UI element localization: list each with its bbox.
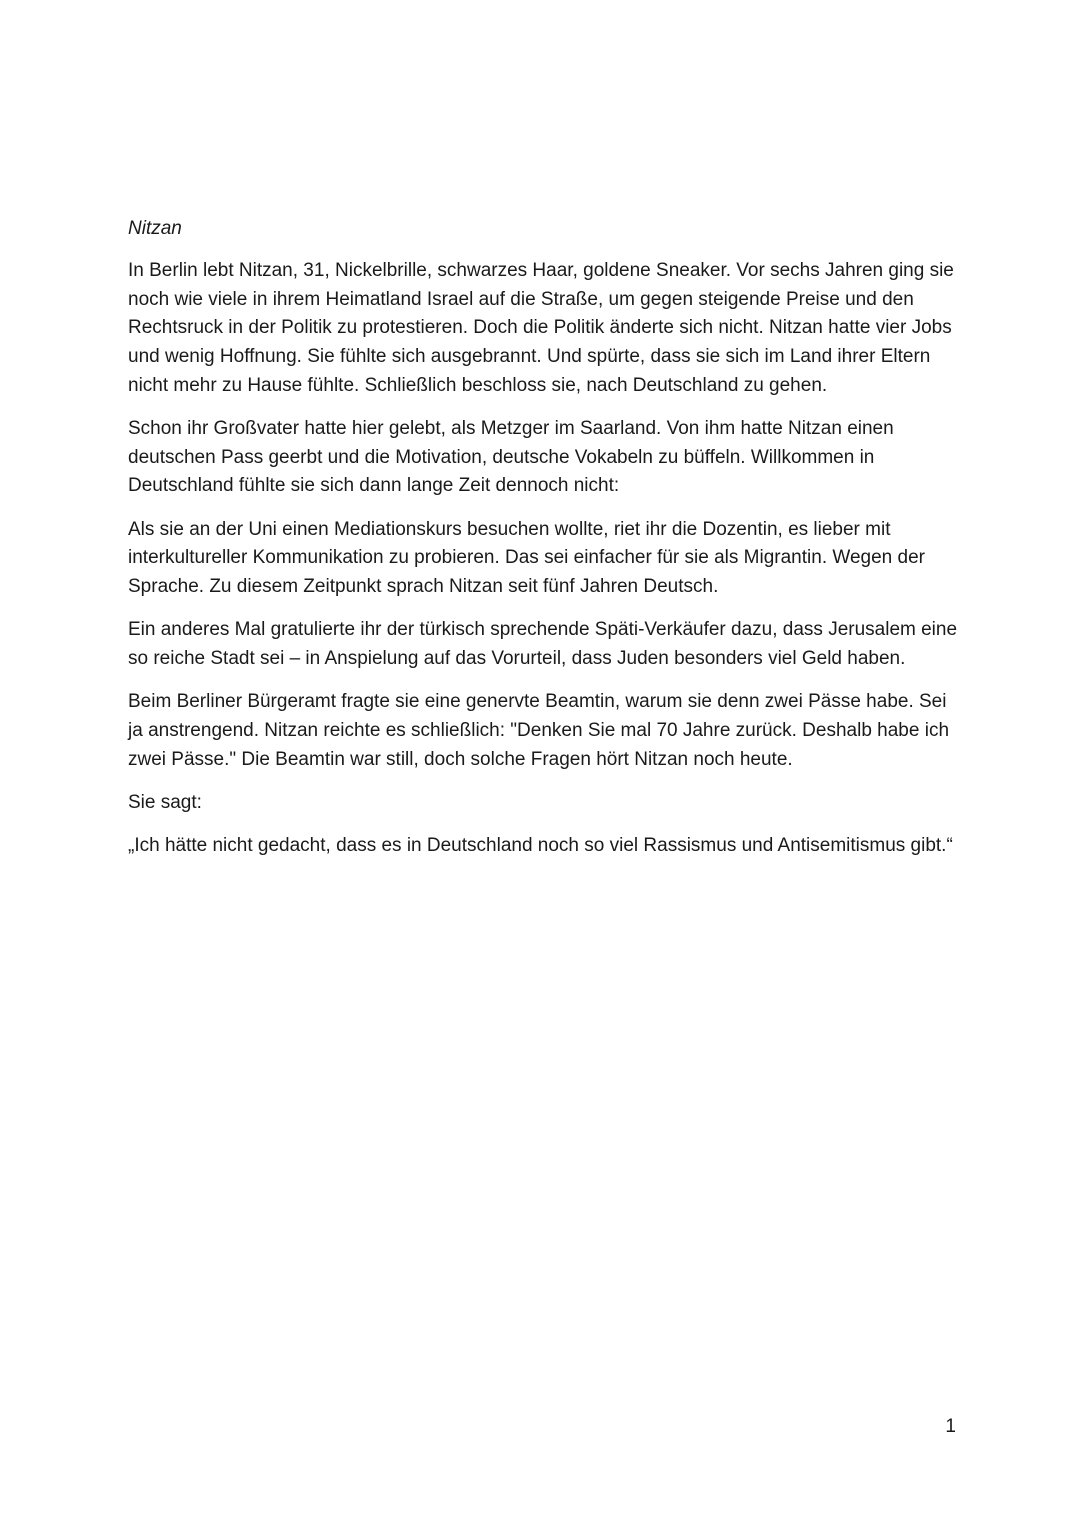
paragraph-buergeramt: Beim Berliner Bürgeramt fragte sie eine genervte Beamtin, warum sie denn zwei Pässe habe. Sei ja anstrengend. Nitzan reichte es schließlich: "Denken Sie mal 70 Jahre zurück. Deshalb habe ich zwei Pässe." Die Beamtin war still, doch solche Fragen hört Nitzan noch heute. (128, 691, 950, 770)
document-body (128, 214, 958, 875)
page-number: 1 (945, 1416, 956, 1437)
paragraph-quote: „Ich hätte nicht gedacht, dass es in Deutschland noch so viel Rassismus und Antisemitismus gibt.“ (128, 834, 953, 856)
paragraph-university: Als sie an der Uni einen Mediationskurs besuchen wollte, riet ihr die Dozentin, es lieber mit interkultureller Kommunikation zu probieren. Das sei einfacher für sie als Migrantin. Wegen der Sprache. Zu diesem Zeitpunkt sprach Nitzan seit fünf Jahren Deutsch. (128, 518, 925, 598)
document-title: Nitzan (128, 218, 182, 239)
paragraph-spaeti: Ein anderes Mal gratulierte ihr der türkisch sprechende Späti-Verkäufer dazu, dass Jerusalem eine so reiche Stadt sei – in Anspielung auf das Vorurteil, dass Juden besonders viel Geld haben. (128, 619, 958, 669)
paragraph-intro: In Berlin lebt Nitzan, 31, Nickelbrille, schwarzes Haar, goldene Sneaker. Vor sechs Jahren ging sie noch wie viele in ihrem Heimatland Israel auf die Straße, um gegen steigende Preise und den Rechtsruck in der Politik zu protestieren. Doch die Politik änderte sich nicht. Nitzan hatte vier Jobs und wenig Hoffnung. Sie fühlte sich ausgebrannt. Und spürte, dass sie sich im Land ihrer Eltern nicht mehr zu Hause fühlte. Schließlich beschloss sie, nach Deutschland zu gehen. (128, 260, 954, 396)
paragraph-sie-sagt: Sie sagt: (128, 791, 202, 813)
paragraph-grandfather: Schon ihr Großvater hatte hier gelebt, als Metzger im Saarland. Von ihm hatte Nitzan einen deutschen Pass geerbt und die Motivation, deutsche Vokabeln zu büffeln. Willkommen in Deutschland fühlte sie sich dann lange Zeit dennoch nicht: (128, 418, 894, 497)
